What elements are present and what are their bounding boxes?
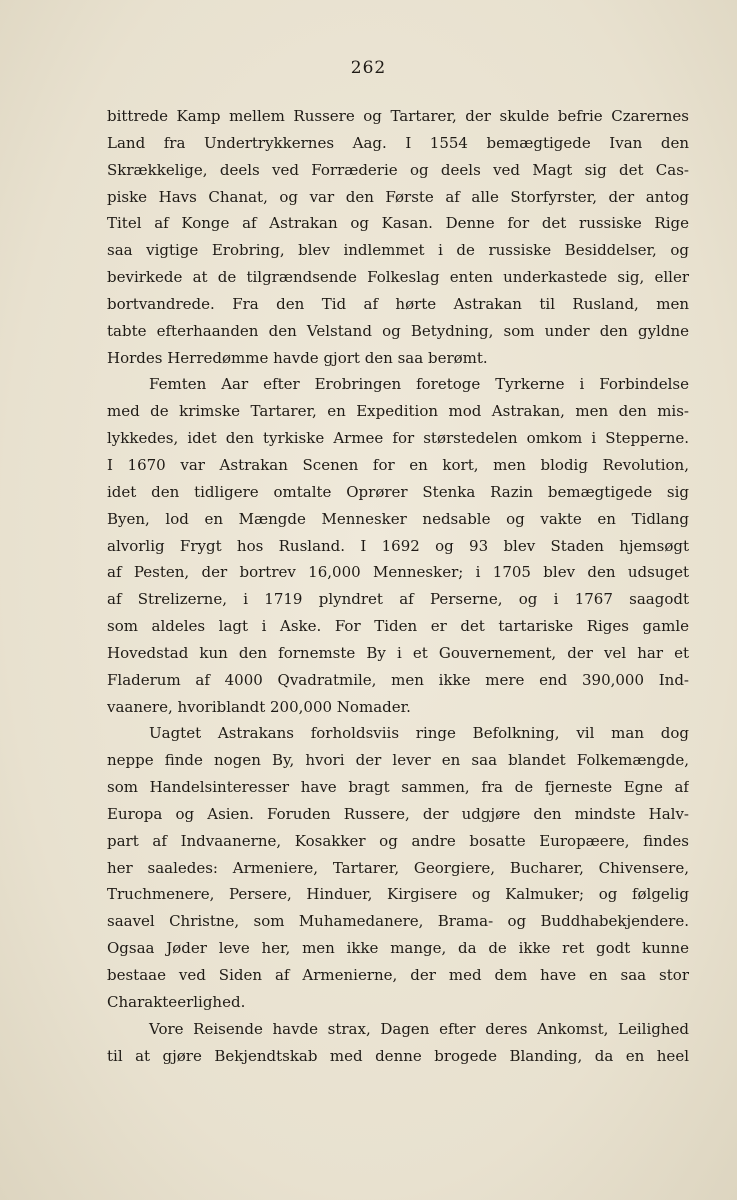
text-line: Truchmenere, Persere, Hinduer, Kirgisere og Kalmuker; og følgelig xyxy=(107,885,689,904)
text-line: Femten Aar efter Erobringen foretoge Tyrkerne i Forbindelse xyxy=(149,375,689,394)
text-line: idet den tidligere omtalte Oprører Stenka Razin bemægtigede sig xyxy=(107,482,689,501)
text-line: Skrækkelige, deels ved Forræderie og deels ved Magt sig det Cas- xyxy=(107,160,689,179)
text-line: af Strelizerne, i 1719 plyndret af Perserne, og i 1767 saagodt xyxy=(107,590,689,609)
text-line: Hovedstad kun den fornemste By i et Gouvernement, der vel har et xyxy=(107,643,689,662)
text-line: af Pesten, der bortrev 16,000 Mennesker; i 1705 blev den udsuget xyxy=(107,563,689,582)
text-line: Ogsaa Jøder leve her, men ikke mange, da de ikke ret godt kunne xyxy=(107,939,689,958)
text-line: lykkedes, idet den tyrkiske Armee for størstedelen omkom i Stepperne. xyxy=(107,429,689,448)
text-line: til at gjøre Bekjendtskab med denne brogede Blanding, da en heel xyxy=(107,1046,689,1065)
text-line: som aldeles lagt i Aske. For Tiden er det tartariske Riges gamle xyxy=(107,617,689,636)
text-line: Fladerum af 4000 Qvadratmile, men ikke mere end 390,000 Ind- xyxy=(107,670,689,689)
text-line: tabte efterhaanden den Velstand og Betydning, som under den gyldne xyxy=(107,321,689,340)
text-line: som Handelsinteresser have bragt sammen, fra de fjerneste Egne af xyxy=(107,778,689,797)
text-line: neppe finde nogen By, hvori der lever en saa blandet Folkemængde, xyxy=(107,751,689,770)
text-line: bittrede Kamp mellem Russere og Tartarer, der skulde befrie Czarernes xyxy=(107,107,689,125)
text-line: Land fra Undertrykkernes Aag. I 1554 bemægtigede Ivan den xyxy=(107,133,689,152)
text-line: Byen, lod en Mængde Mennesker nedsable og vakte en Tidlang xyxy=(107,509,689,528)
text-line: her saaledes: Armeniere, Tartarer, Georgiere, Bucharer, Chivensere, xyxy=(107,858,689,877)
text-line: part af Indvaanerne, Kosakker og andre bosatte Europæere, findes xyxy=(107,831,689,850)
text-line: Uagtet Astrakans forholdsviis ringe Befolkning, vil man dog xyxy=(149,724,689,743)
text-line: piske Havs Chanat, og var den Første af alle Storfyrster, der antog xyxy=(107,187,689,206)
text-line: saa vigtige Erobring, blev indlemmet i de russiske Besiddelser, og xyxy=(107,241,689,260)
page-number: 262 xyxy=(350,58,387,78)
text-line: Europa og Asien. Foruden Russere, der udgjøre den mindste Halv- xyxy=(107,804,689,823)
text-line: I 1670 var Astrakan Scenen for en kort, men blodig Revolution, xyxy=(107,455,689,474)
text-line: Titel af Konge af Astrakan og Kasan. Denne for det russiske Rige xyxy=(107,214,689,233)
text-line: Vore Reisende havde strax, Dagen efter deres Ankomst, Leilighed xyxy=(149,1019,689,1038)
text-line: bortvandrede. Fra den Tid af hørte Astrakan til Rusland, men xyxy=(107,294,689,313)
text-line: vaanere, hvoriblandt 200,000 Nomader. xyxy=(107,697,411,716)
text-line: bevirkede at de tilgrændsende Folkeslag enten underkastede sig, eller xyxy=(107,268,689,287)
text-line: alvorlig Frygt hos Rusland. I 1692 og 93 blev Staden hjemsøgt xyxy=(107,536,689,555)
text-line: saavel Christne, som Muhamedanere, Brama- og Buddhabekjendere. xyxy=(107,912,689,931)
body-text xyxy=(107,103,689,1069)
text-line: bestaae ved Siden af Armenierne, der med dem have en saa stor xyxy=(107,966,689,984)
text-line: med de krimske Tartarer, en Expedition mod Astrakan, men den mis- xyxy=(107,402,689,421)
text-line: Hordes Herredømme havde gjort den saa berømt. xyxy=(107,348,488,367)
text-line: Charakteerlighed. xyxy=(107,992,246,1011)
